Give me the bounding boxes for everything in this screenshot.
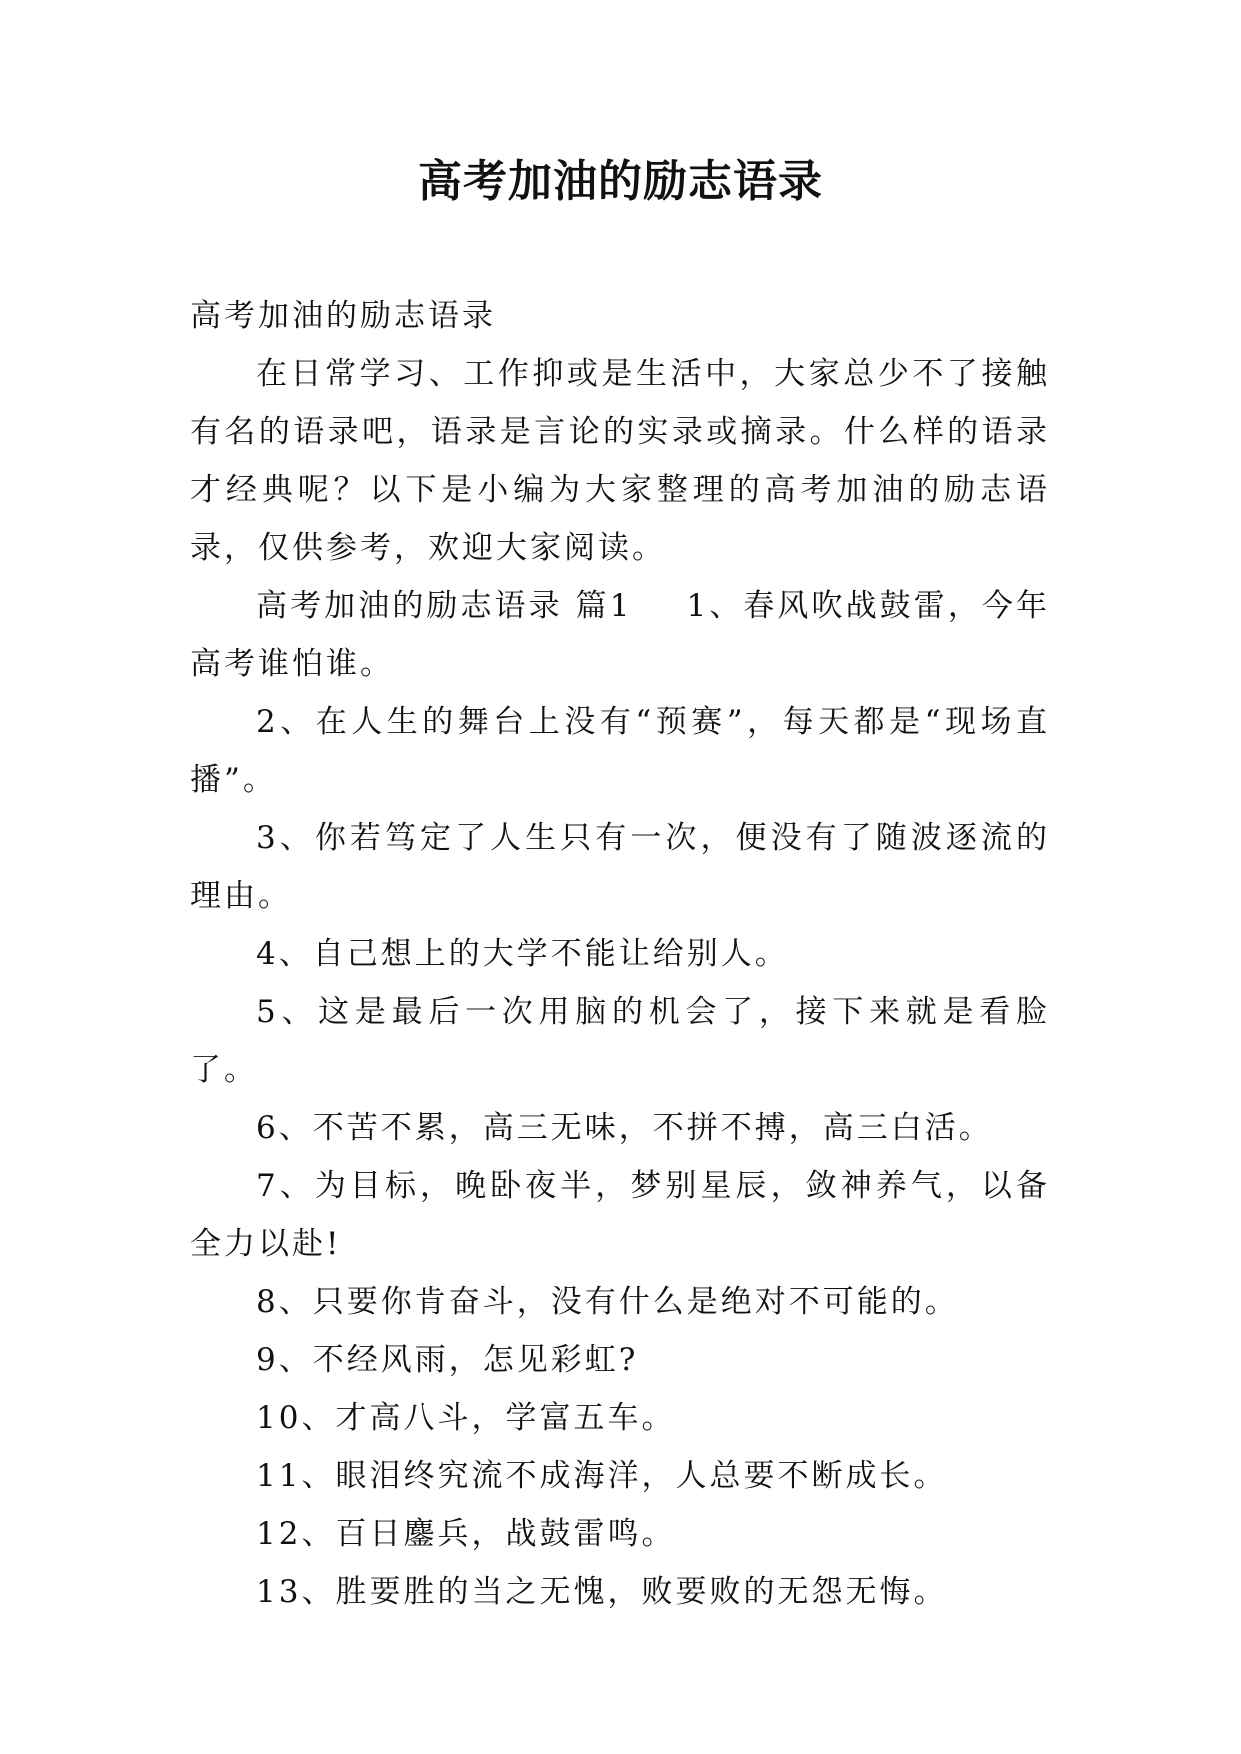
list-item: 9、不经风雨，怎见彩虹? — [256, 1342, 639, 1378]
list-item: 5、这是最后一次用脑的机会了，接下来就是看脸了。 — [190, 994, 1050, 1088]
section-heading: 高考加油的励志语录 篇1 — [256, 588, 633, 624]
list-item: 3、你若笃定了人生只有一次，便没有了随波逐流的理由。 — [190, 820, 1050, 914]
list-item: 2、在人生的舞台上没有“预赛”，每天都是“现场直播”。 — [190, 704, 1050, 798]
list-item: 1、春风吹战鼓雷，今年高考谁怕谁。 — [190, 588, 1050, 682]
subtitle: 高考加油的励志语录 — [190, 298, 496, 334]
list-item: 13、胜要胜的当之无愧，败要败的无怨无悔。 — [256, 1574, 948, 1610]
list-item: 8、只要你肯奋斗，没有什么是绝对不可能的。 — [256, 1284, 959, 1320]
list-item: 12、百日鏖兵，战鼓雷鸣。 — [256, 1516, 676, 1552]
list-item: 7、为目标，晚卧夜半，梦别星辰，敛神养气，以备全力以赴! — [190, 1168, 1050, 1262]
section-paragraph — [190, 577, 1050, 693]
list-item: 6、不苦不累，高三无味，不拼不搏，高三白活。 — [256, 1110, 993, 1146]
list-item: 4、自己想上的大学不能让给别人。 — [256, 936, 789, 972]
list-item: 11、眼泪终究流不成海洋，人总要不断成长。 — [256, 1458, 948, 1494]
document-title: 高考加油的励志语录 — [418, 156, 823, 207]
document-body — [190, 287, 1050, 1621]
list-item: 10、才高八斗，学富五车。 — [256, 1400, 676, 1436]
intro-paragraph: 在日常学习、工作抑或是生活中，大家总少不了接触有名的语录吧，语录是言论的实录或摘录。什么样的语录才经典呢？以下是小编为大家整理的高考加油的励志语录，仅供参考，欢迎大家阅读。 — [190, 356, 1050, 566]
